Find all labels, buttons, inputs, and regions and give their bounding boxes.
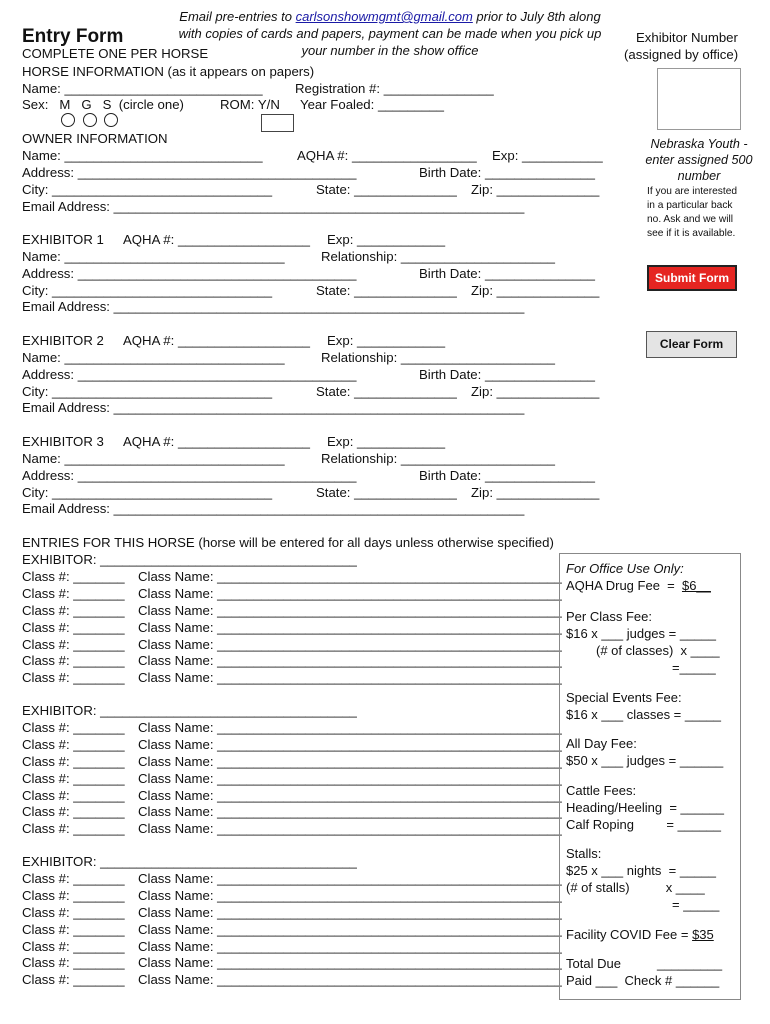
class-number-field[interactable]: Class #: _______ [22, 804, 125, 819]
back-number-line2: in a particular back [647, 200, 733, 211]
owner-state-field[interactable]: State: ______________ [316, 182, 457, 197]
rom-box[interactable] [261, 114, 294, 132]
class-number-field[interactable]: Class #: _______ [22, 670, 125, 685]
class-name-field[interactable]: Class Name: _______________________________________________ [138, 922, 562, 937]
back-number-line1: If you are interested [647, 186, 738, 197]
exhibitor1-state-field[interactable]: State: ______________ [316, 283, 457, 298]
exhibitor3-exp-field[interactable]: Exp: ____________ [327, 434, 446, 449]
class-name-field[interactable]: Class Name: _______________________________________________ [138, 653, 562, 668]
class-name-field[interactable]: Class Name: _______________________________________________ [138, 620, 562, 635]
total-due[interactable]: Total Due _________ [566, 956, 723, 971]
exhibitor3-city-field[interactable]: City: ______________________________ [22, 485, 273, 500]
exhibitor1-address-field[interactable]: Address: ______________________________________ [22, 266, 357, 281]
stalls-label: Stalls: [566, 846, 602, 861]
class-name-field[interactable]: Class Name: _______________________________________________ [138, 821, 562, 836]
email-note-line3: your number in the show office [301, 43, 479, 58]
class-name-field[interactable]: Class Name: _______________________________________________ [138, 888, 562, 903]
horse-name-field[interactable]: Name: ___________________________ [22, 81, 263, 96]
owner-city-field[interactable]: City: ______________________________ [22, 182, 273, 197]
class-name-field[interactable]: Class Name: _______________________________________________ [138, 637, 562, 652]
nebraska-line3: number [677, 169, 721, 183]
sex-s-circle[interactable] [104, 113, 118, 127]
class-name-field[interactable]: Class Name: _______________________________________________ [138, 569, 562, 584]
exhibitor2-zip-field[interactable]: Zip: ______________ [471, 384, 600, 399]
exhibitor2-name-field[interactable]: Name: ______________________________ [22, 350, 285, 365]
class-name-field[interactable]: Class Name: _______________________________________________ [138, 939, 562, 954]
exhibitor2-address-field[interactable]: Address: ______________________________________ [22, 367, 357, 382]
owner-info-heading: OWNER INFORMATION [22, 131, 168, 146]
per-class-calc[interactable]: $16 x ___ judges = _____ [566, 626, 716, 641]
exhibitor1-email-field[interactable]: Email Address: ________________________________________________________ [22, 299, 525, 314]
cattle-fees-label: Cattle Fees: [566, 783, 637, 798]
drug-fee-label: AQHA Drug Fee = [566, 578, 682, 593]
class-number-field[interactable]: Class #: _______ [22, 603, 125, 618]
exhibitor1-zip-field[interactable]: Zip: ______________ [471, 283, 600, 298]
email-note-line2: with copies of cards and papers, payment can be made when you pick up [178, 26, 602, 41]
class-name-field[interactable]: Class Name: _______________________________________________ [138, 871, 562, 886]
exhibitor1-relationship-field[interactable]: Relationship: _____________________ [321, 249, 555, 264]
class-number-field[interactable]: Class #: _______ [22, 653, 125, 668]
per-class-label: Per Class Fee: [566, 609, 652, 624]
exhibitor3-relationship-field[interactable]: Relationship: _____________________ [321, 451, 555, 466]
exhibitor1-aqha-field[interactable]: AQHA #: __________________ [123, 232, 310, 247]
exhibitor3-name-field[interactable]: Name: ______________________________ [22, 451, 285, 466]
class-name-field[interactable]: Class Name: _______________________________________________ [138, 804, 562, 819]
email-note-suffix: prior to July 8th along [472, 9, 601, 24]
class-number-field[interactable]: Class #: _______ [22, 955, 125, 970]
class-number-field[interactable]: Class #: _______ [22, 586, 125, 601]
exhibitor3-birth-field[interactable]: Birth Date: _______________ [419, 468, 595, 483]
class-number-field[interactable]: Class #: _______ [22, 771, 125, 786]
email-note-prefix: Email pre-entries to [179, 9, 296, 24]
horse-info-heading: HORSE INFORMATION (as it appears on papers) [22, 64, 315, 79]
sex-label: Sex: M G S (circle one) [22, 97, 184, 112]
exhibitor-number-sublabel: (assigned by office) [624, 47, 739, 62]
exhibitor3-state-field[interactable]: State: ______________ [316, 485, 457, 500]
exhibitor-number-label: Exhibitor Number [636, 30, 738, 45]
class-number-field[interactable]: Class #: _______ [22, 821, 125, 836]
email-note [160, 8, 620, 59]
exhibitor3-address-field[interactable]: Address: ______________________________________ [22, 468, 357, 483]
paid-check[interactable]: Paid ___ Check # ______ [566, 973, 720, 988]
class-name-field[interactable]: Class Name: _______________________________________________ [138, 788, 562, 803]
class-number-field[interactable]: Class #: _______ [22, 637, 125, 652]
class-number-field[interactable]: Class #: _______ [22, 922, 125, 937]
num-classes-calc[interactable]: (# of classes) x ____ [596, 643, 720, 658]
clear-form-button[interactable]: Clear Form [646, 331, 737, 358]
exhibitor2-city-field[interactable]: City: ______________________________ [22, 384, 273, 399]
back-number-line3: no. Ask and we will [647, 214, 734, 225]
class-number-field[interactable]: Class #: _______ [22, 888, 125, 903]
class-name-field[interactable]: Class Name: _______________________________________________ [138, 586, 562, 601]
owner-email-field[interactable]: Email Address: ________________________________________________________ [22, 199, 525, 214]
exhibitor2-exp-field[interactable]: Exp: ____________ [327, 333, 446, 348]
special-events-label: Special Events Fee: [566, 690, 682, 705]
exhibitor2-birth-field[interactable]: Birth Date: _______________ [419, 367, 595, 382]
class-name-field[interactable]: Class Name: _______________________________________________ [138, 955, 562, 970]
drug-fee-value: $6__ [681, 578, 711, 593]
class-number-field[interactable]: Class #: _______ [22, 737, 125, 752]
back-number-line4: see if it is available. [647, 228, 736, 239]
class-name-field[interactable]: Class Name: _______________________________________________ [138, 754, 562, 769]
entry-exhibitor-field[interactable]: EXHIBITOR: ___________________________________ [22, 552, 357, 567]
exhibitor3-zip-field[interactable]: Zip: ______________ [471, 485, 600, 500]
owner-name-field[interactable]: Name: ___________________________ [22, 148, 263, 163]
special-events-calc[interactable]: $16 x ___ classes = _____ [566, 707, 722, 722]
exhibitor2-email-field[interactable]: Email Address: ________________________________________________________ [22, 400, 525, 415]
covid-fee-value: $35 [692, 927, 714, 942]
year-foaled-field[interactable]: Year Foaled: _________ [300, 97, 444, 112]
exhibitor2-label: EXHIBITOR 2 [22, 333, 104, 348]
registration-field[interactable]: Registration #: _______________ [295, 81, 494, 96]
class-number-field[interactable]: Class #: _______ [22, 720, 125, 735]
nebraska-line2: enter assigned 500 [645, 153, 753, 167]
class-name-field[interactable]: Class Name: _______________________________________________ [138, 905, 562, 920]
exhibitor2-aqha-field[interactable]: AQHA #: __________________ [123, 333, 310, 348]
class-name-field[interactable]: Class Name: _______________________________________________ [138, 771, 562, 786]
nebraska-line1: Nebraska Youth - [650, 137, 748, 151]
exhibitor1-name-field[interactable]: Name: ______________________________ [22, 249, 285, 264]
class-number-field[interactable]: Class #: _______ [22, 620, 125, 635]
covid-fee [566, 926, 714, 943]
owner-zip-field[interactable]: Zip: ______________ [471, 182, 600, 197]
owner-aqha-field[interactable]: AQHA #: _________________ [297, 148, 477, 163]
page-title: Entry Form [22, 26, 124, 47]
sex-m-circle[interactable] [61, 113, 75, 127]
nebraska-youth-note [634, 136, 764, 184]
covid-fee-label: Facility COVID Fee = [566, 927, 693, 942]
exhibitor1-birth-field[interactable]: Birth Date: _______________ [419, 266, 595, 281]
rom-label: ROM: Y/N [220, 97, 280, 112]
exhibitor2-relationship-field[interactable]: Relationship: _____________________ [321, 350, 555, 365]
exhibitor2-state-field[interactable]: State: ______________ [316, 384, 457, 399]
exhibitor1-exp-field[interactable]: Exp: ____________ [327, 232, 446, 247]
complete-one-note: COMPLETE ONE PER HORSE [22, 46, 209, 61]
num-stalls-calc[interactable]: (# of stalls) x ____ [566, 880, 705, 895]
entry-exhibitor-field[interactable]: EXHIBITOR: ___________________________________ [22, 854, 357, 869]
class-number-field[interactable]: Class #: _______ [22, 754, 125, 769]
per-class-total[interactable]: =_____ [672, 660, 716, 675]
owner-exp-field[interactable]: Exp: ___________ [492, 148, 603, 163]
drug-fee [566, 577, 711, 594]
class-number-field[interactable]: Class #: _______ [22, 569, 125, 584]
class-number-field[interactable]: Class #: _______ [22, 905, 125, 920]
class-name-field[interactable]: Class Name: _______________________________________________ [138, 670, 562, 685]
class-number-field[interactable]: Class #: _______ [22, 939, 125, 954]
email-link[interactable]: carlsonshowmgmt@gmail.com [295, 9, 473, 24]
all-day-calc[interactable]: $50 x ___ judges = ______ [566, 753, 724, 768]
all-day-label: All Day Fee: [566, 736, 637, 751]
stalls-total[interactable]: = _____ [672, 897, 720, 912]
heading-heeling-fee[interactable]: Heading/Heeling = ______ [566, 800, 724, 815]
calf-roping-fee[interactable]: Calf Roping = ______ [566, 817, 722, 832]
entry-exhibitor-field[interactable]: EXHIBITOR: ___________________________________ [22, 703, 357, 718]
class-number-field[interactable]: Class #: _______ [22, 788, 125, 803]
owner-address-field[interactable]: Address: ______________________________________ [22, 165, 357, 180]
class-name-field[interactable]: Class Name: _______________________________________________ [138, 720, 562, 735]
submit-form-button[interactable]: Submit Form [647, 265, 737, 291]
entries-heading: ENTRIES FOR THIS HORSE (horse will be entered for all days unless otherwise specified) [22, 535, 554, 550]
class-number-field[interactable]: Class #: _______ [22, 871, 125, 886]
office-title: For Office Use Only: [566, 561, 684, 576]
exhibitor1-city-field[interactable]: City: ______________________________ [22, 283, 273, 298]
class-name-field[interactable]: Class Name: _______________________________________________ [138, 972, 562, 987]
exhibitor3-aqha-field[interactable]: AQHA #: __________________ [123, 434, 310, 449]
exhibitor3-label: EXHIBITOR 3 [22, 434, 104, 449]
exhibitor-number-field[interactable] [657, 68, 741, 130]
class-number-field[interactable]: Class #: _______ [22, 972, 125, 987]
class-name-field[interactable]: Class Name: _______________________________________________ [138, 737, 562, 752]
back-number-note [647, 185, 757, 241]
exhibitor3-email-field[interactable]: Email Address: ________________________________________________________ [22, 501, 525, 516]
stalls-calc[interactable]: $25 x ___ nights = _____ [566, 863, 716, 878]
sex-g-circle[interactable] [83, 113, 97, 127]
class-name-field[interactable]: Class Name: _______________________________________________ [138, 603, 562, 618]
exhibitor1-label: EXHIBITOR 1 [22, 232, 104, 247]
owner-birth-field[interactable]: Birth Date: _______________ [419, 165, 595, 180]
